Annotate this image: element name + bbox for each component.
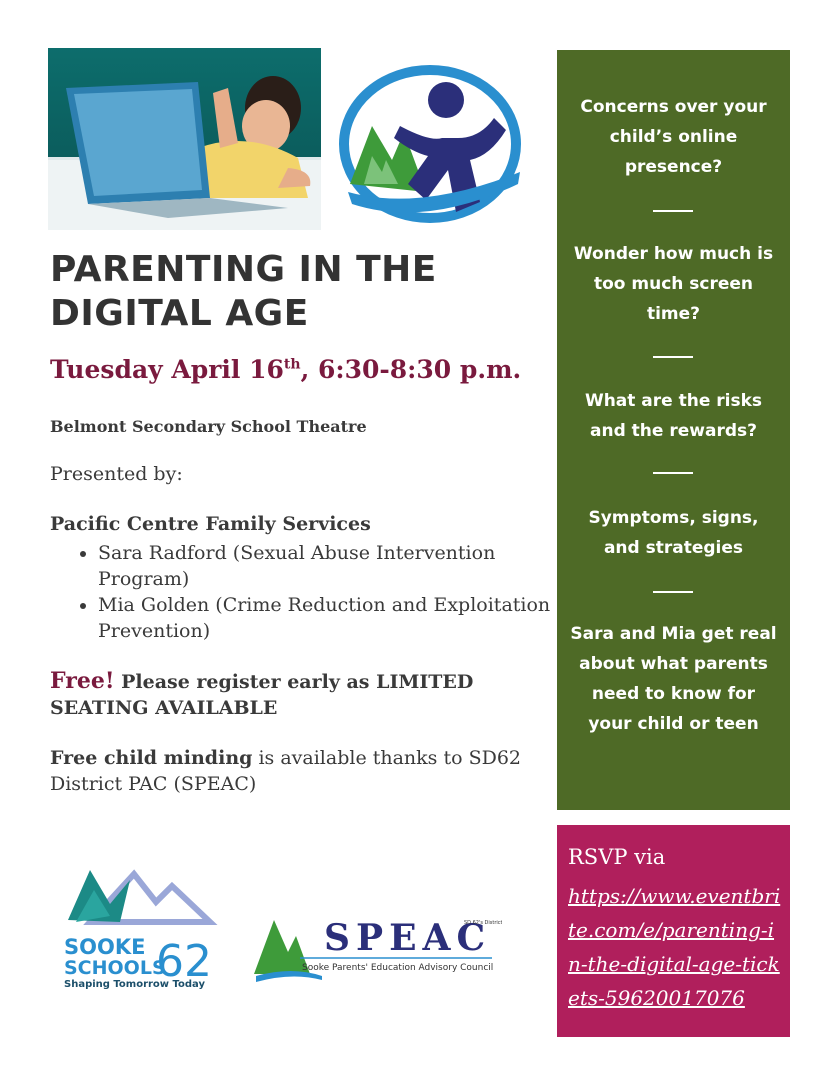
question-item: What are the risks and the rewards? <box>584 391 763 441</box>
date-suffix: th <box>283 356 301 373</box>
title-line-1: PARENTING IN THE <box>50 249 437 290</box>
speac-full-name: Sooke Parents' Education Advisory Council <box>302 963 494 973</box>
presenter-list <box>72 540 553 644</box>
speac-logo <box>252 912 502 984</box>
free-label: Free! <box>50 668 115 694</box>
event-date-time <box>50 355 521 384</box>
sooke-number: 62 <box>156 936 212 987</box>
question-item: Symptoms, signs, and strategies <box>588 508 759 558</box>
presented-by-label: Presented by: <box>50 463 183 485</box>
question-item: Concerns over your child’s online presence? <box>580 97 767 177</box>
sooke-line-2: SCHOOLS <box>64 957 166 979</box>
event-title <box>50 248 540 336</box>
child-minding-note <box>50 745 540 797</box>
event-time: , 6:30-8:30 p.m. <box>300 355 522 384</box>
rsvp-link[interactable]: https://www.eventbrite.com/e/parenting-in-the-digital-age-tickets-59620017076 <box>568 884 781 1010</box>
child-minding-bold: Free child minding <box>50 747 253 769</box>
event-date: Tuesday April 16 <box>50 355 284 384</box>
sooke-line-1: SOOKE <box>64 935 146 959</box>
program-emblem-logo <box>330 52 530 232</box>
panel-divider <box>653 591 693 593</box>
sooke-schools-logo <box>60 860 220 990</box>
presenter-item: • Mia Golden (Crime Reduction and Exploitation Prevention) <box>98 592 553 644</box>
child-minding-text: is available thanks to SD62 District PAC (SPEAC) <box>50 747 522 795</box>
register-text: Please register early as LIMITED SEATING AVAILABLE <box>50 671 474 719</box>
free-registration-note <box>50 668 530 721</box>
presenter-item: • Sara Radford (Sexual Abuse Intervention Program) <box>98 540 553 592</box>
child-laptop-photo <box>48 48 321 230</box>
speac-name: SPEAC <box>324 917 492 959</box>
speac-small-tag: SD 62's District <box>464 920 502 926</box>
question-item: Wonder how much is too much screen time? <box>573 244 774 324</box>
panel-divider <box>653 210 693 212</box>
sooke-tagline: Shaping Tomorrow Today <box>64 979 206 990</box>
panel-divider <box>653 356 693 358</box>
event-venue: Belmont Secondary School Theatre <box>50 417 367 436</box>
panel-divider <box>653 472 693 474</box>
rsvp-box <box>557 825 790 1037</box>
rsvp-label: RSVP via <box>568 845 666 869</box>
title-line-2: DIGITAL AGE <box>50 293 309 334</box>
question-item: Sara and Mia get real about what parents need to know for your child or teen <box>570 624 777 734</box>
questions-panel <box>557 50 790 810</box>
presenting-organization: Pacific Centre Family Services <box>50 513 371 535</box>
